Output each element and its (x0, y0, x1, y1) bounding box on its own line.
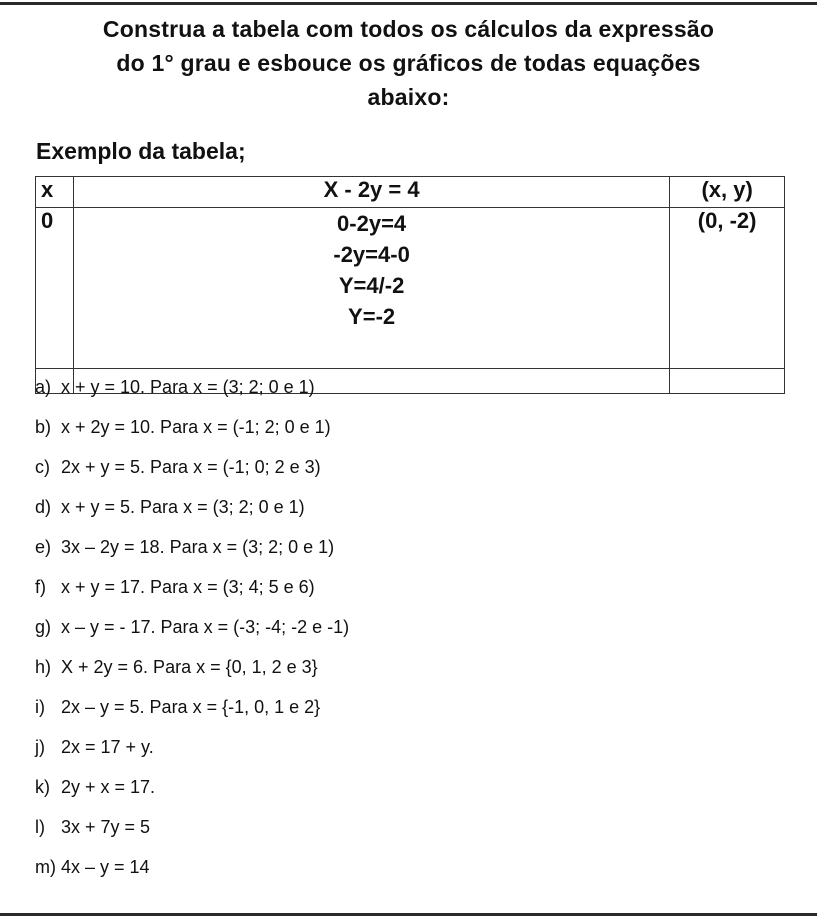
table-row (36, 208, 785, 369)
top-divider (0, 2, 817, 5)
list-item: i) 2x – y = 5. Para x = {-1, 0, 1 e 2} (35, 697, 321, 717)
calc-step: Y=4/-2 (338, 273, 405, 298)
cell-calculation (73, 208, 669, 369)
list-item: b) x + 2y = 10. Para x = (-1; 2; 0 e 1) (35, 417, 331, 437)
calc-step: 0-2y=4 (337, 211, 407, 236)
calc-step: -2y=4-0 (333, 242, 410, 267)
example-table (35, 176, 785, 394)
list-item: d) x + y = 5. Para x = (3; 2; 0 e 1) (35, 497, 305, 517)
cell-x-value: 0 (36, 208, 74, 369)
list-item: c) 2x + y = 5. Para x = (-1; 0; 2 e 3) (35, 457, 321, 477)
title-line-2: do 1° grau e esbouce os gráficos de todas equações (116, 50, 701, 76)
calc-step: Y=-2 (348, 304, 396, 329)
list-item: l) 3x + 7y = 5 (35, 817, 151, 837)
cell-pair-value: (0, -2) (670, 208, 785, 369)
list-item: h) X + 2y = 6. Para x = {0, 1, 2 e 3} (35, 657, 318, 677)
list-item: g) x – y = - 17. Para x = (-3; -4; -2 e -1) (35, 617, 350, 637)
list-item: m) 4x – y = 14 (35, 857, 150, 877)
bottom-divider (0, 913, 817, 916)
list-item: f) x + y = 17. Para x = (3; 4; 5 e 6) (35, 577, 315, 597)
empty-cell (670, 369, 785, 394)
title-line-1: Construa a tabela com todos os cálculos da expressão (102, 16, 715, 42)
page-title (20, 12, 797, 114)
example-label: Exemplo da tabela; (36, 138, 246, 164)
header-equation: X - 2y = 4 (73, 177, 669, 208)
list-item: e) 3x – 2y = 18. Para x = (3; 2; 0 e 1) (35, 537, 335, 557)
header-pair: (x, y) (670, 177, 785, 208)
list-item: a) x + y = 10. Para x = (3; 2; 0 e 1) (35, 377, 315, 397)
list-item: j) 2x = 17 + y. (35, 737, 154, 757)
list-item: k) 2y + x = 17. (35, 777, 156, 797)
header-x: x (36, 177, 74, 208)
table-header-row (36, 177, 785, 208)
title-line-3: abaixo: (367, 84, 450, 110)
